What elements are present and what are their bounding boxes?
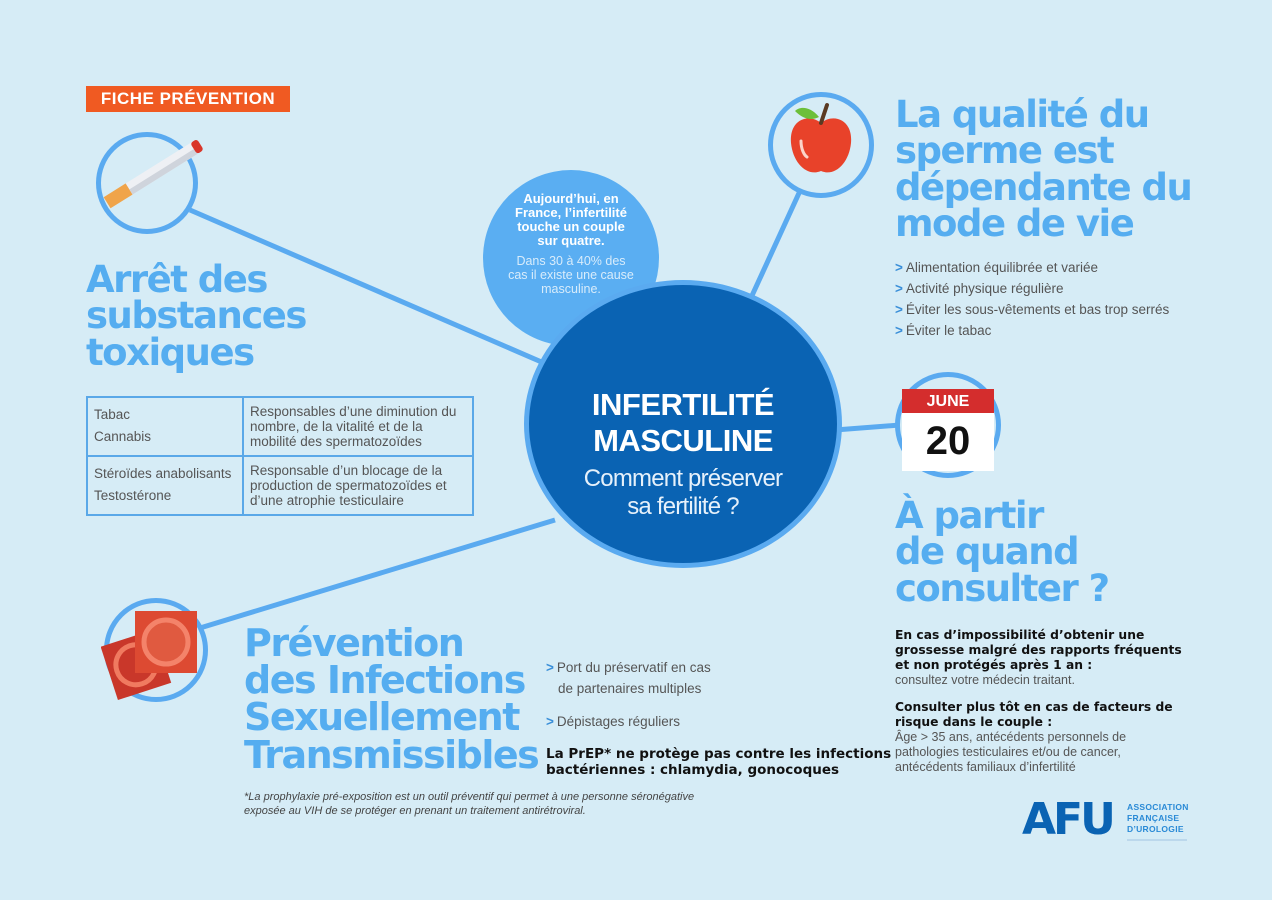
- consult-text: [895, 628, 1185, 787]
- calendar-icon: [902, 389, 994, 473]
- chevron-right-icon: >: [895, 323, 903, 338]
- toxic-title: Arrêt des substances toxiques: [86, 258, 306, 374]
- chevron-right-icon: >: [895, 281, 903, 296]
- page-title: INFERTILITÉ MASCULINE: [591, 387, 775, 458]
- sti-title: Prévention des Infections Sexuellement Transmissibles: [244, 621, 539, 777]
- chevron-right-icon: >: [895, 302, 903, 317]
- chevron-right-icon: >: [546, 660, 554, 675]
- table-row: [87, 397, 473, 456]
- condom-icon-ring: [104, 598, 208, 702]
- main-title-circle: [524, 280, 842, 568]
- calendar-month: JUNE: [902, 389, 994, 413]
- list-item: > Alimentation équilibrée et variée: [895, 260, 1099, 275]
- substances-cell: Tabac Cannabis: [87, 397, 243, 456]
- table-row: [87, 456, 473, 515]
- consult-paragraph-2: Consulter plus tôt en cas de facteurs de risque dans le couple : Âge > 35 ans, antécédents personnels de pathologies testiculaires et/ou de cancer, antécédents familiaux d’infertilité: [895, 700, 1173, 774]
- consult-paragraph-1: En cas d’impossibilité d’obtenir une grossesse malgré des rapports fréquents et non protégés après 1 an : consultez votre médecin traitant.: [895, 628, 1182, 687]
- condom-icon: [101, 601, 211, 701]
- apple-icon: [771, 91, 871, 191]
- fiche-prevention-badge: FICHE PRÉVENTION: [86, 86, 290, 112]
- list-item: > Éviter le tabac: [895, 323, 992, 338]
- apple-icon-ring: [768, 92, 874, 198]
- statistic-detail: Dans 30 à 40% des cas il existe une cause masculine.: [508, 254, 634, 296]
- logo-divider: [1127, 839, 1187, 841]
- effect-cell: Responsables d’une diminution du nombre, de la vitalité et de la mobilité des spermatozoïdes: [243, 397, 473, 456]
- list-item: > Activité physique régulière: [895, 281, 1064, 296]
- calendar-day: 20: [902, 413, 994, 471]
- chevron-right-icon: >: [895, 260, 903, 275]
- lifestyle-list: [895, 257, 1169, 341]
- substances-cell: Stéroïdes anabolisants Testostérone: [87, 456, 243, 515]
- list-item: > Éviter les sous-vêtements et bas trop serrés: [895, 302, 1170, 317]
- list-item: > Dépistages réguliers: [546, 714, 680, 729]
- chevron-right-icon: >: [546, 714, 554, 729]
- afu-logo-subtitle: ASSOCIATION FRANÇAISE D’UROLOGIE: [1127, 802, 1189, 834]
- page-subtitle: Comment préserver sa fertilité ?: [583, 465, 783, 520]
- list-item: > Port du préservatif en cas de partenaires multiples: [546, 660, 711, 696]
- prep-warning: La PrEP* ne protège pas contre les infections bactériennes : chlamydia, gonocoques: [546, 746, 892, 778]
- sti-list: [546, 657, 711, 744]
- lifestyle-title: La qualité du sperme est dépendante du mode de vie: [895, 93, 1192, 245]
- afu-logo: AFU: [1022, 794, 1113, 845]
- cigarette-icon: [89, 119, 219, 229]
- statistic-headline: Aujourd’hui, en France, l’infertilité touche un couple sur quatre.: [515, 191, 627, 248]
- effect-cell: Responsable d’un blocage de la production de spermatozoïdes et d’une atrophie testiculaire: [243, 456, 473, 515]
- toxic-substances-table: [86, 396, 474, 516]
- footnote: *La prophylaxie pré-exposition est un outil préventif qui permet à une personne séronégative exposée au VIH de se protéger en prenant un traitement antirétroviral.: [244, 791, 695, 817]
- consult-title: À partir de quand consulter ?: [895, 494, 1109, 610]
- calendar-icon-ring: [895, 372, 1001, 478]
- cigarette-icon-ring: [96, 132, 198, 234]
